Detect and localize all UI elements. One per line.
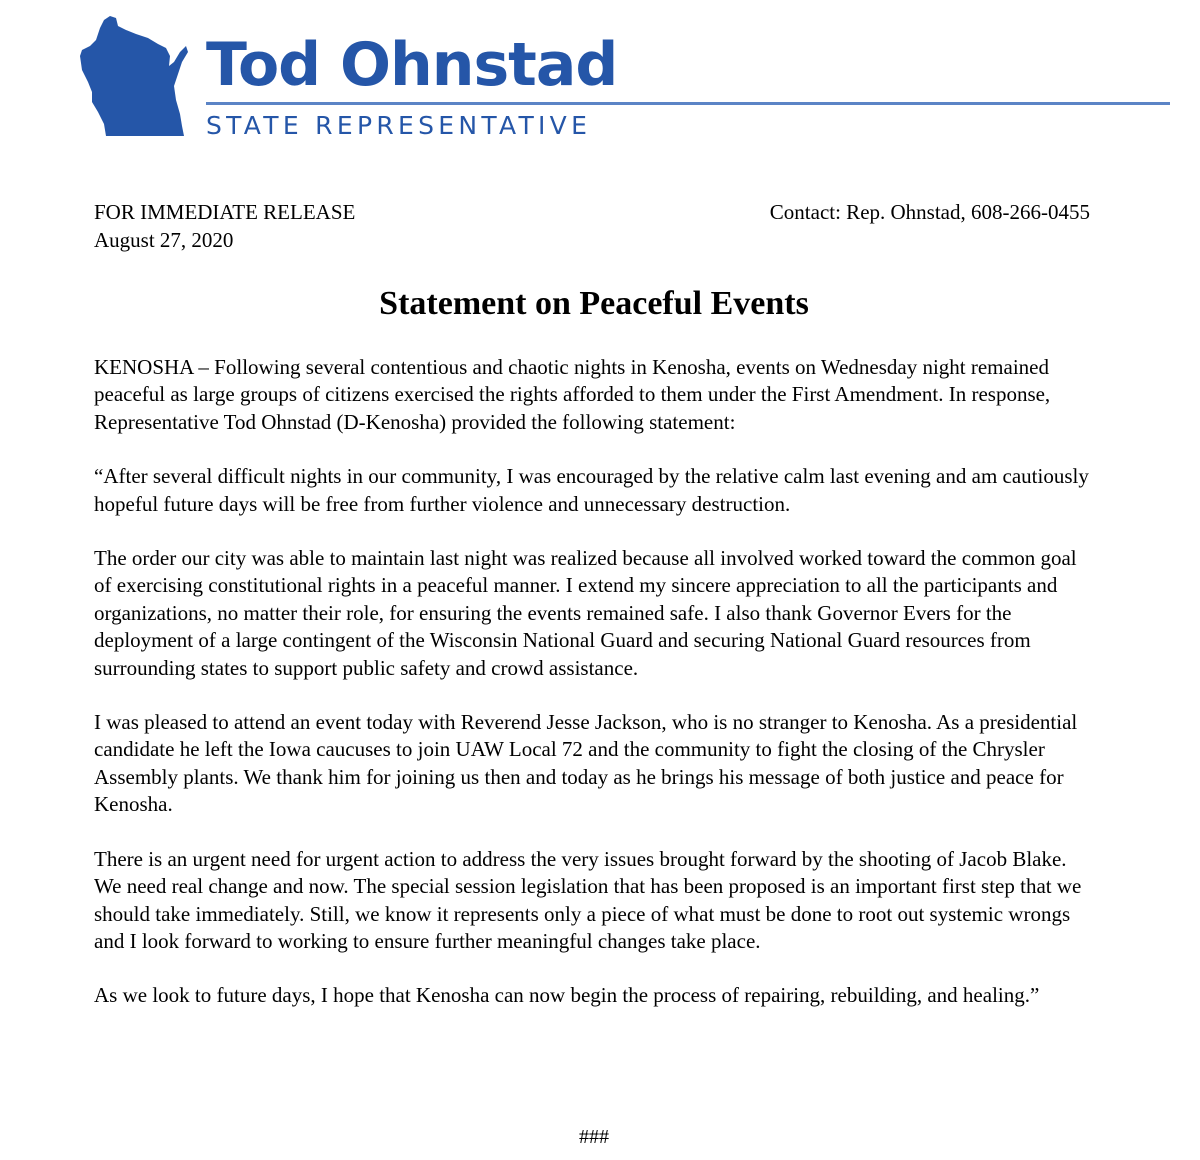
contact-info: Contact: Rep. Ohnstad, 608-266-0455 — [769, 200, 1090, 224]
header-divider — [206, 102, 1170, 105]
paragraph-order: The order our city was able to maintain last night was realized because all involved worked toward the common goal of exercising constitutional rights in a peaceful manner. I extend my sincere appreciation to all the participants and organizations, no matter their role, for ensuring the events remained safe. I also thank Governor Evers for the deployment of a large contingent of the Wisconsin National Guard and securing National Guard resources from surrounding states to support public safety and crowd assistance. — [94, 546, 1077, 680]
representative-name: Tod Ohnstad — [206, 30, 618, 100]
release-label: FOR IMMEDIATE RELEASE — [94, 200, 356, 224]
release-date: August 27, 2020 — [94, 228, 234, 252]
paragraph-quote-opening: “After several difficult nights in our community, I was encouraged by the relative calm last evening and am cautiously hopeful future days will be free from further violence and unnecessary destruction. — [94, 464, 1089, 516]
end-of-release-mark: ### — [579, 1126, 609, 1148]
wisconsin-state-icon — [74, 12, 194, 138]
paragraph-intro: KENOSHA – Following several contentious and chaotic nights in Kenosha, events on Wednesday night remained peaceful as large groups of citizens exercised the rights afforded to them under the First Amendment. In response, Representative Tod Ohnstad (D-Kenosha) provided the following statement: — [94, 355, 1051, 434]
statement-title: Statement on Peaceful Events — [379, 285, 809, 322]
letterhead — [0, 0, 1200, 150]
paragraph-closing: As we look to future days, I hope that Kenosha can now begin the process of repairing, rebuilding, and healing.” — [94, 983, 1040, 1008]
paragraph-jesse-jackson: I was pleased to attend an event today with Reverend Jesse Jackson, who is no stranger to Kenosha. As a presidential candidate he left the Iowa caucuses to join UAW Local 72 and the community to fight the closing of the Chrysler Assembly plants. We thank him for joining us then and today as he brings his message of both justice and peace for Kenosha. — [94, 710, 1078, 817]
paragraph-urgent-action: There is an urgent need for urgent action to address the very issues brought forward by the shooting of Jacob Blake. We need real change and now. The special session legislation that has been proposed is an important first step that we should take immediately. Still, we know it represents only a piece of what must be done to root out systemic wrongs and I look forward to working to ensure further meaningful changes take place. — [94, 846, 1082, 953]
statement-body — [94, 354, 1094, 1037]
representative-title: STATE REPRESENTATIVE — [206, 111, 592, 140]
